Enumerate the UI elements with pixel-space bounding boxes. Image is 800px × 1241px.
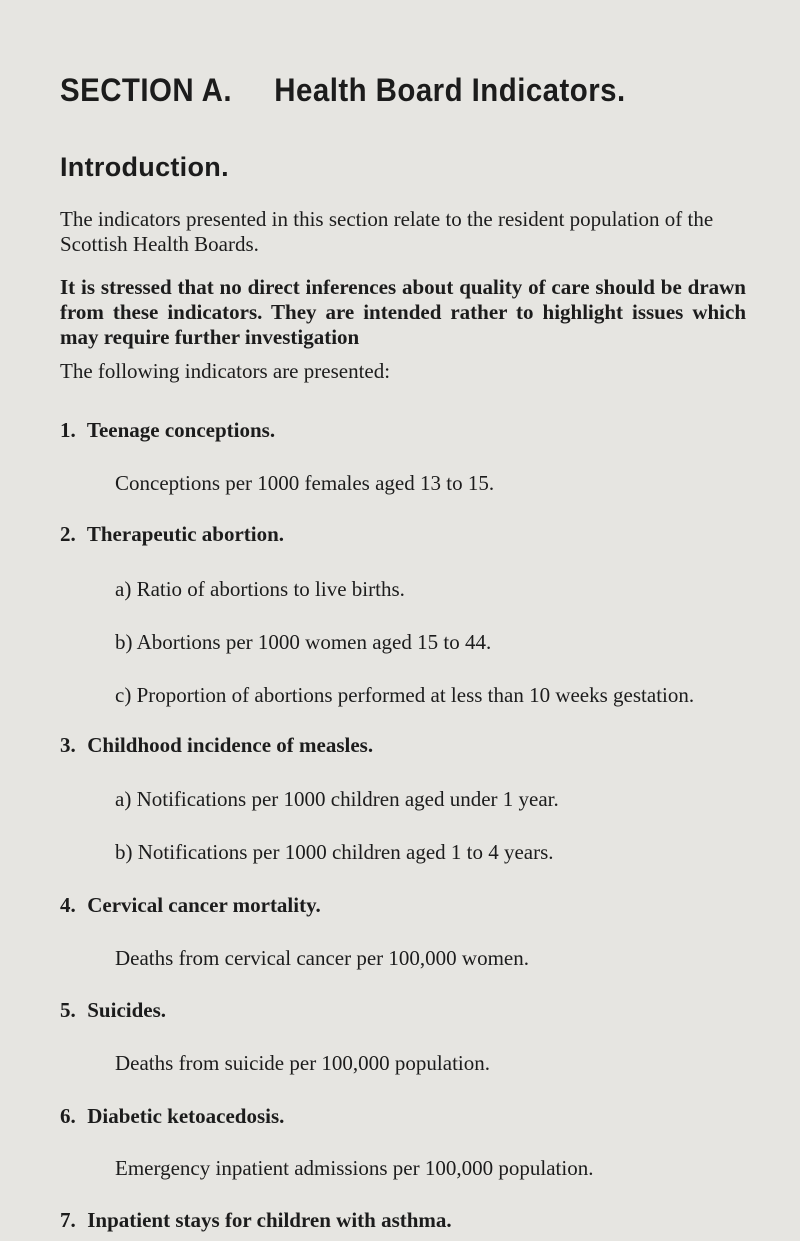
indicator-6-measure: Emergency inpatient admissions per 100,000 population. [115,1156,594,1180]
intro-paragraph-1: The indicators presented in this section relate to the resident population of the Scottish Health Boards. [60,207,714,256]
indicator-6-title [60,1104,284,1129]
indicator-1-measure: Conceptions per 1000 females aged 13 to 15. [115,471,495,495]
indicator-3-measure-a: a) Notifications per 1000 children aged under 1 year. [115,787,559,811]
section-title: Health Board Indicators. [274,72,626,108]
indicator-number: 1. [60,418,76,442]
indicator-2-measure-b: b) Abortions per 1000 women aged 15 to 44. [115,630,492,654]
indicator-number: 6. [60,1104,76,1128]
indicator-4-title [60,893,321,918]
indicator-title: Childhood incidence of measles. [87,733,374,757]
indicator-number: 3. [60,733,76,757]
indicator-title: Cervical cancer mortality. [87,893,321,917]
indicator-title: Inpatient stays for children with asthma. [87,1208,452,1232]
indicator-2-title [60,522,284,547]
introduction-heading: Introduction. [60,152,229,182]
indicator-4-measure: Deaths from cervical cancer per 100,000 women. [115,946,529,970]
indicator-title: Teenage conceptions. [86,418,276,442]
section-label: SECTION A. [60,72,232,108]
indicator-7-title [60,1208,452,1233]
indicator-number: 2. [60,522,76,546]
indicator-title: Suicides. [87,998,167,1022]
indicator-2-measure-a: a) Ratio of abortions to live births. [115,577,405,601]
indicator-2-measure-c: c) Proportion of abortions performed at less than 10 weeks gestation. [115,683,695,707]
indicator-3-title [60,733,373,758]
indicator-1-title [60,418,275,443]
indicator-number: 5. [60,998,76,1022]
indicator-number: 7. [60,1208,76,1232]
intro-paragraph-2: It is stressed that no direct inferences about quality of care should be drawn from these indicators. They are intended rather to highlight issues which may require further investigation [60,275,746,349]
intro-paragraph-3: The following indicators are presented: [60,359,391,383]
indicator-title: Therapeutic abortion. [86,522,285,546]
indicator-5-measure: Deaths from suicide per 100,000 population. [115,1051,491,1075]
indicator-title: Diabetic ketoacedosis. [87,1104,285,1128]
indicator-number: 4. [60,893,76,917]
indicator-3-measure-b: b) Notifications per 1000 children aged 1 to 4 years. [115,840,554,864]
section-heading [60,72,626,109]
indicator-5-title [60,998,166,1023]
